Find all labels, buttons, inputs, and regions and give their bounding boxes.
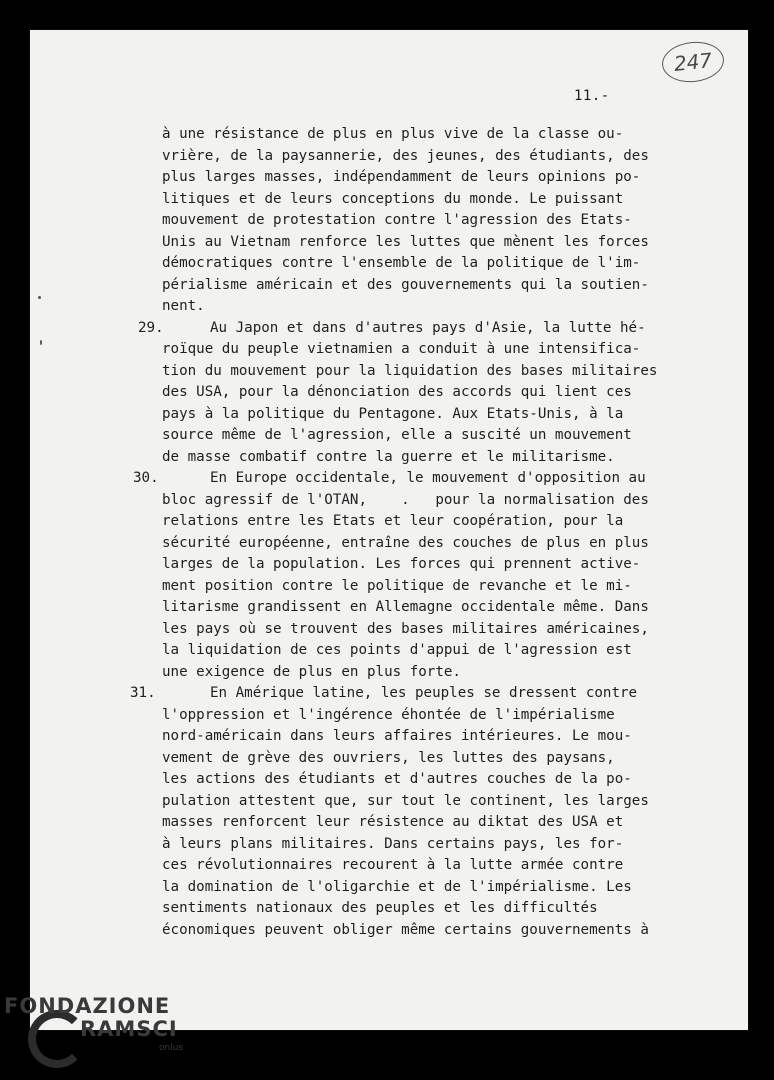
text-line <box>0 769 774 791</box>
line-text: vement de grève des ouvriers, les luttes des paysans, <box>162 749 615 766</box>
line-text: bloc agressif de l'OTAN, . pour la normalisation des <box>162 491 649 508</box>
text-line <box>0 425 774 447</box>
line-text: source même de l'agression, elle a suscité un mouvement <box>162 427 632 443</box>
line-text: périalisme américain et des gouvernements qui la soutien- <box>162 276 649 293</box>
text-line <box>0 468 774 490</box>
line-text: les actions des étudiants et d'autres couches de la po- <box>162 771 632 787</box>
text-line <box>0 554 774 576</box>
line-text: à leurs plans militaires. Dans certains pays, les for- <box>162 835 624 852</box>
line-text: de masse combatif contre la guerre et le militarisme. <box>162 448 615 465</box>
text-line <box>0 812 774 834</box>
text-line <box>0 662 774 684</box>
line-text: des USA, pour la dénonciation des accords qui lient ces <box>162 384 632 400</box>
text-line <box>0 576 774 598</box>
text-line <box>0 167 774 189</box>
line-text: plus larges masses, indépendamment de leurs opinions po- <box>162 169 641 185</box>
text-line <box>0 748 774 770</box>
text-line <box>0 705 774 727</box>
line-text: litarisme grandissent en Allemagne occidentale même. Dans <box>162 599 649 615</box>
line-text: pulation attestent que, sur tout le continent, les larges <box>162 792 649 809</box>
line-text: En Europe occidentale, le mouvement d'opposition au <box>210 470 646 486</box>
line-text: la domination de l'oligarchie et de l'impérialisme. Les <box>162 878 632 895</box>
stamp-number: 247 <box>672 48 714 76</box>
watermark-line-1: FONDAZIONE <box>4 994 171 1018</box>
text-line <box>0 855 774 877</box>
line-text: la liquidation de ces points d'appui de l'agression est <box>162 642 632 658</box>
watermark <box>4 996 183 1053</box>
watermark-line-2: RAMSCI <box>80 1017 178 1041</box>
line-text: sentiments nationaux des peuples et les difficultés <box>162 900 598 916</box>
text-line <box>0 382 774 404</box>
text-line <box>0 597 774 619</box>
line-text: litiques et de leurs conceptions du monde. Le puissant <box>162 190 624 207</box>
text-line <box>0 296 774 318</box>
document-body <box>0 124 774 941</box>
line-text: les pays où se trouvent des bases militaires américaines, <box>162 620 649 637</box>
line-text: l'oppression et l'ingérence éhontée de l'impérialisme <box>162 706 615 723</box>
line-text: nord-américain dans leurs affaires intérieures. Le mou- <box>162 728 632 744</box>
line-text: Unis au Vietnam renforce les luttes que mènent les forces <box>162 233 649 250</box>
text-line <box>0 791 774 813</box>
text-line <box>0 253 774 275</box>
text-line <box>0 232 774 254</box>
line-text: nent. <box>162 298 205 314</box>
line-text: à une résistance de plus en plus vive de la classe ou- <box>162 126 624 142</box>
text-line <box>0 834 774 856</box>
line-text: pays à la politique du Pentagone. Aux Etats-Unis, à la <box>162 405 624 422</box>
paragraph-number: 31. <box>130 685 156 701</box>
text-line <box>0 124 774 146</box>
text-line <box>0 210 774 232</box>
text-line <box>0 447 774 469</box>
line-text: Au Japon et dans d'autres pays d'Asie, la lutte hé- <box>210 319 646 336</box>
line-text: mouvement de protestation contre l'agression des Etats- <box>162 212 632 228</box>
line-text: vrière, de la paysannerie, des jeunes, des étudiants, des <box>162 147 649 164</box>
text-line <box>0 361 774 383</box>
text-line <box>0 640 774 662</box>
line-text: roïque du peuple vietnamien a conduit à une intensifica- <box>162 341 641 357</box>
text-line <box>0 726 774 748</box>
text-line <box>0 920 774 942</box>
text-line <box>0 877 774 899</box>
text-line <box>0 898 774 920</box>
watermark-line-3: onlus <box>159 1043 184 1053</box>
text-line <box>0 619 774 641</box>
line-text: démocratiques contre l'ensemble de la politique de l'im- <box>162 255 641 271</box>
line-text: En Amérique latine, les peuples se dressent contre <box>210 685 638 701</box>
line-text: relations entre les Etats et leur coopération, pour la <box>162 513 624 529</box>
text-line <box>0 275 774 297</box>
line-text: une exigence de plus en plus forte. <box>162 663 461 680</box>
page-number: 11.- <box>574 88 610 104</box>
line-text: tion du mouvement pour la liquidation des bases militaires <box>162 362 658 379</box>
text-line <box>0 318 774 340</box>
text-line <box>0 404 774 426</box>
text-line <box>0 146 774 168</box>
line-text: économiques peuvent obliger même certains gouvernements à <box>162 921 649 938</box>
line-text: sécurité européenne, entraîne des couches de plus en plus <box>162 534 649 551</box>
text-line <box>0 683 774 705</box>
line-text: masses renforcent leur résistence au diktat des USA et <box>162 814 624 830</box>
line-text: ces révolutionnaires recourent à la lutte armée contre <box>162 857 624 873</box>
paragraph-number: 30. <box>133 470 159 486</box>
text-line <box>0 511 774 533</box>
line-text: ment position contre le politique de revanche et le mi- <box>162 577 632 594</box>
text-line <box>0 490 774 512</box>
text-line <box>0 533 774 555</box>
paragraph-number: 29. <box>138 319 164 336</box>
line-text: larges de la population. Les forces qui prennent active- <box>162 556 641 572</box>
text-line <box>0 189 774 211</box>
text-line <box>0 339 774 361</box>
